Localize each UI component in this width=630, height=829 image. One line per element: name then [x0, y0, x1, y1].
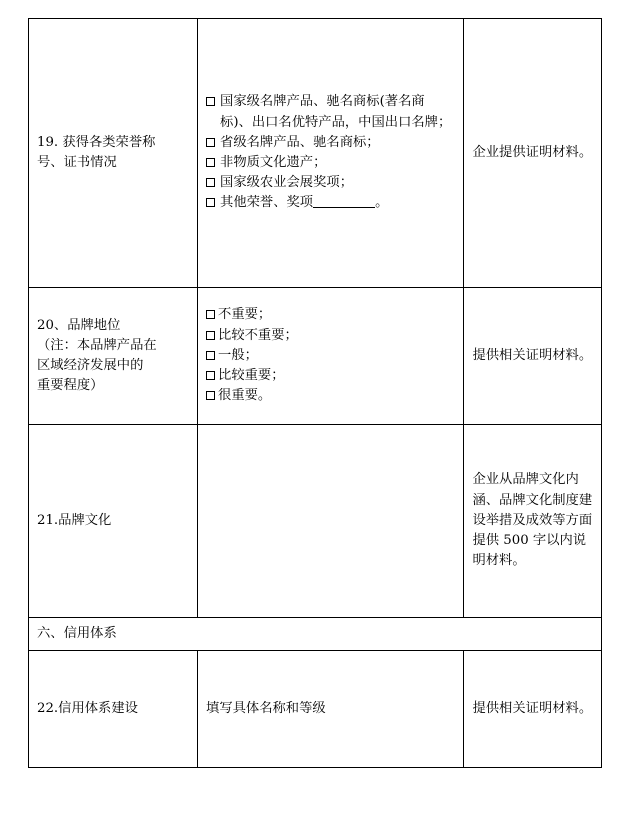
option-label: 很重要。	[218, 388, 272, 404]
row-21-label	[29, 425, 198, 618]
table-row	[29, 288, 602, 425]
checkbox-option-relatively-important[interactable]	[206, 366, 455, 386]
checkbox-icon[interactable]	[206, 351, 215, 360]
checkbox-icon[interactable]	[206, 391, 215, 400]
row-22-value[interactable]: 填写具体名称和等级	[198, 651, 464, 768]
option-label: 省级名牌产品、驰名商标；	[220, 134, 380, 150]
checkbox-icon[interactable]	[206, 371, 215, 380]
option-label: 比较重要；	[218, 368, 285, 384]
checkbox-icon[interactable]	[206, 331, 215, 340]
row-19-options	[198, 19, 464, 288]
row-22-label	[29, 651, 198, 768]
checkbox-option-very-important[interactable]	[206, 386, 455, 406]
evaluation-form-table	[28, 18, 602, 768]
checkbox-icon[interactable]	[206, 178, 215, 187]
row-19-label-line-2: 号、证书情况	[37, 155, 117, 170]
checkbox-option-not-important[interactable]	[206, 305, 455, 325]
row-19-label	[29, 19, 198, 288]
checkbox-option-other-honor[interactable]	[206, 193, 455, 213]
row-21-label-line-1: 21.品牌文化	[37, 512, 112, 528]
section-title-credit-system: 六、信用体系	[29, 618, 602, 651]
option-label: 不重要；	[218, 307, 272, 323]
checkbox-option-relatively-not-important[interactable]	[206, 326, 455, 346]
row-20-label	[29, 288, 198, 425]
row-20-options	[198, 288, 464, 425]
table-row	[29, 425, 602, 618]
checkbox-option-provincial-brand[interactable]	[206, 133, 455, 153]
checkbox-icon[interactable]	[206, 158, 215, 167]
other-honor-fill-blank[interactable]	[313, 207, 375, 208]
checkbox-icon[interactable]	[206, 138, 215, 147]
option-label: 一般；	[218, 347, 258, 363]
option-label: 国家级农业会展奖项；	[220, 175, 353, 191]
checkbox-option-national-brand[interactable]	[206, 92, 455, 132]
row-21-value[interactable]	[198, 425, 464, 618]
checkbox-option-average[interactable]	[206, 346, 455, 366]
row-20-label-line-1: 20、品牌地位	[37, 317, 121, 333]
option-label: 非物质文化遗产；	[220, 155, 327, 170]
checkbox-option-agri-expo-award[interactable]	[206, 173, 455, 193]
option-label: 其他荣誉、奖项	[220, 195, 314, 211]
row-20-note: 提供相关证明材料。	[464, 288, 602, 425]
option-suffix: 。	[375, 195, 389, 211]
row-21-note: 企业从品牌文化内涵、品牌文化制度建设举措及成效等方面提供 500 字以内说明材料。	[464, 425, 602, 618]
option-label: 国家级名牌产品、驰名商标(著名商标)、出口名优特产品，中国出口名牌；	[220, 94, 452, 130]
checkbox-icon[interactable]	[206, 310, 215, 319]
table-row	[29, 19, 602, 288]
row-22-note: 提供相关证明材料。	[464, 651, 602, 768]
option-label: 比较不重要；	[218, 327, 298, 343]
row-19-note: 企业提供证明材料。	[464, 19, 602, 288]
row-20-label-line-2: （注：本品牌产品在	[37, 337, 157, 353]
checkbox-option-intangible-heritage[interactable]	[206, 153, 455, 173]
row-20-label-line-4: 重要程度）	[37, 378, 104, 394]
row-22-label-line-1: 22.信用体系建设	[37, 701, 138, 717]
row-19-label-line-1: 19. 获得各类荣誉称	[37, 134, 156, 150]
row-20-label-line-3: 区域经济发展中的	[37, 358, 144, 373]
checkbox-icon[interactable]	[206, 198, 215, 207]
table-row	[29, 651, 602, 768]
section-row	[29, 618, 602, 651]
checkbox-icon[interactable]	[206, 97, 215, 106]
